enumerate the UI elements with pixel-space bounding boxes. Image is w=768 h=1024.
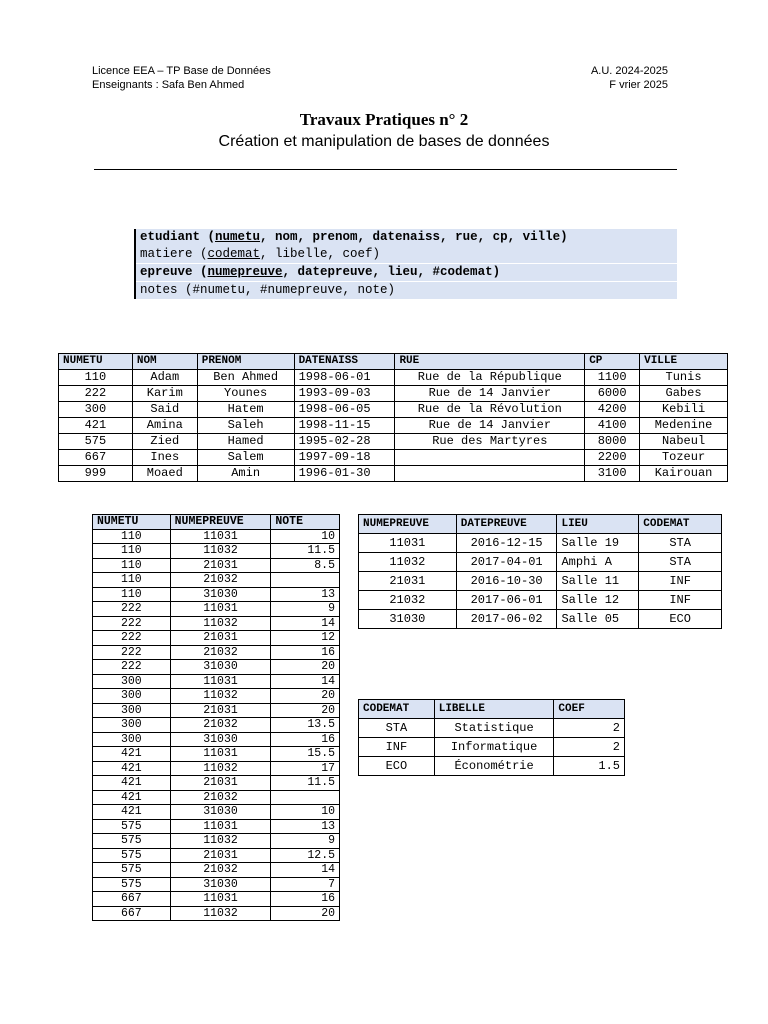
table-cell: 21031 [359, 572, 457, 591]
table-cell: INF [639, 572, 722, 591]
header-right [591, 64, 668, 92]
table-row [93, 819, 340, 834]
table-header-row [59, 354, 728, 370]
table-row [93, 674, 340, 689]
table-cell: 14 [271, 863, 340, 878]
table-row [59, 386, 728, 402]
etudiant-table [58, 353, 728, 482]
table-cell: 110 [93, 544, 171, 559]
table-cell: ECO [359, 757, 435, 776]
table-cell: STA [359, 719, 435, 738]
table-cell: 667 [93, 906, 171, 921]
table-cell: 10 [271, 805, 340, 820]
table-cell: STA [639, 553, 722, 572]
table-cell: Statistique [434, 719, 554, 738]
table-row [93, 906, 340, 921]
table-cell: 1998-06-01 [294, 370, 395, 386]
table-cell: 20 [271, 660, 340, 675]
table-header-row [359, 515, 722, 534]
table-cell: 21031 [170, 703, 271, 718]
academic-year: A.U. 2024-2025 [590, 65, 668, 77]
column-header: NOM [132, 354, 197, 370]
table-cell: Informatique [434, 738, 554, 757]
schema-line-matiere: matiere (codemat, libelle, coef) [140, 247, 381, 261]
table-cell: 1995-02-28 [294, 434, 395, 450]
table-cell: 2016-12-15 [456, 534, 557, 553]
table-cell: Said [132, 402, 197, 418]
table-row [93, 776, 340, 791]
table-cell: 21032 [170, 790, 271, 805]
table-row [359, 610, 722, 629]
table-cell: 2017-04-01 [456, 553, 557, 572]
table-cell: 575 [93, 819, 171, 834]
table-row [359, 553, 722, 572]
table-cell: 575 [59, 434, 133, 450]
page-subtitle: Création et manipulation de bases de données [218, 133, 550, 150]
table-cell: Ben Ahmed [197, 370, 294, 386]
table-cell: Tozeur [640, 450, 728, 466]
table-cell: 11032 [170, 544, 271, 559]
table-row [93, 587, 340, 602]
teachers-label: Enseignants : Safa Ben Ahmed [92, 79, 245, 91]
table-cell: 21032 [359, 591, 457, 610]
column-header: NUMETU [93, 515, 171, 530]
table-cell: 20 [271, 703, 340, 718]
table-cell: 17 [271, 761, 340, 776]
table-cell: Saleh [197, 418, 294, 434]
table-cell: 421 [93, 776, 171, 791]
table-row [93, 602, 340, 617]
table-row [359, 534, 722, 553]
table-cell: 11032 [359, 553, 457, 572]
table-cell: 222 [93, 616, 171, 631]
table-cell: Moaed [132, 466, 197, 482]
table-cell: 20 [271, 906, 340, 921]
table-cell: Tunis [640, 370, 728, 386]
table-row [93, 863, 340, 878]
table-cell: 421 [59, 418, 133, 434]
table-cell: 421 [93, 805, 171, 820]
notes-table [92, 514, 340, 921]
table-cell: 21032 [170, 718, 271, 733]
table-cell: 300 [93, 674, 171, 689]
table-cell: 11032 [170, 616, 271, 631]
column-header: LIBELLE [434, 700, 554, 719]
table-cell: 300 [59, 402, 133, 418]
table-cell: Karim [132, 386, 197, 402]
table-row [93, 848, 340, 863]
table-cell: Salle 12 [557, 591, 639, 610]
table-cell: 300 [93, 703, 171, 718]
table-row [59, 434, 728, 450]
table-cell: 2017-06-02 [456, 610, 557, 629]
table-row [93, 529, 340, 544]
table-row [93, 660, 340, 675]
table-cell: 575 [93, 877, 171, 892]
table-cell: Rue de la République [395, 370, 585, 386]
table-cell: 1993-09-03 [294, 386, 395, 402]
table-cell: 421 [93, 761, 171, 776]
table-cell: 222 [59, 386, 133, 402]
table-cell [395, 450, 585, 466]
table-row [93, 558, 340, 573]
table-cell: Rue des Martyres [395, 434, 585, 450]
table-row [93, 631, 340, 646]
table-row [59, 370, 728, 386]
title-divider [94, 169, 677, 170]
table-row [93, 544, 340, 559]
table-row [59, 466, 728, 482]
table-cell: Salle 11 [557, 572, 639, 591]
table-cell: Ines [132, 450, 197, 466]
table-cell: 20 [271, 689, 340, 704]
table-cell: 12 [271, 631, 340, 646]
table-cell: 222 [93, 660, 171, 675]
table-cell: 667 [59, 450, 133, 466]
column-header: CP [585, 354, 640, 370]
table-row [93, 703, 340, 718]
table-cell: 222 [93, 602, 171, 617]
table-cell: 11031 [170, 747, 271, 762]
table-row [93, 718, 340, 733]
table-cell [271, 790, 340, 805]
table-row [359, 591, 722, 610]
table-cell: Salle 19 [557, 534, 639, 553]
column-header: VILLE [640, 354, 728, 370]
column-header: LIEU [557, 515, 639, 534]
schema-line-epreuve: epreuve (numepreuve, datepreuve, lieu, #codemat) [140, 265, 501, 279]
table-cell: 21032 [170, 573, 271, 588]
table-row [59, 402, 728, 418]
table-cell: 31030 [359, 610, 457, 629]
table-cell: Amphi A [557, 553, 639, 572]
table-cell: STA [639, 534, 722, 553]
table-cell: Amin [197, 466, 294, 482]
table-cell: 2200 [585, 450, 640, 466]
table-cell: 14 [271, 674, 340, 689]
table-cell: 1997-09-18 [294, 450, 395, 466]
primary-key: numepreuve [207, 265, 283, 279]
table-cell: 300 [93, 689, 171, 704]
table-cell: 31030 [170, 732, 271, 747]
table-cell: 4200 [585, 402, 640, 418]
table-row [93, 689, 340, 704]
table-cell: 667 [93, 892, 171, 907]
table-cell: 9 [271, 602, 340, 617]
table-cell: 21031 [170, 848, 271, 863]
table-cell: 110 [93, 587, 171, 602]
column-header: PRENOM [197, 354, 294, 370]
table-cell: INF [359, 738, 435, 757]
table-cell: 14 [271, 616, 340, 631]
table-cell: 2016-10-30 [456, 572, 557, 591]
table-cell: 421 [93, 790, 171, 805]
course-label: Licence EEA – TP Base de Données [92, 65, 271, 77]
schema-line-etudiant: etudiant (numetu, nom, prenom, datenaiss, rue, cp, ville) [140, 230, 568, 244]
table-cell: 21032 [170, 645, 271, 660]
table-row [359, 572, 722, 591]
table-row [93, 732, 340, 747]
table-cell: Salle 05 [557, 610, 639, 629]
table-cell: 1100 [585, 370, 640, 386]
table-cell: 3100 [585, 466, 640, 482]
table-cell: 222 [93, 631, 171, 646]
column-header: CODEMAT [359, 700, 435, 719]
table-cell: Younes [197, 386, 294, 402]
table-row [359, 757, 625, 776]
table-cell: Rue de 14 Janvier [395, 418, 585, 434]
table-cell: Gabes [640, 386, 728, 402]
table-cell: 11031 [170, 892, 271, 907]
matiere-table [358, 699, 625, 776]
table-row [93, 877, 340, 892]
table-cell: 21032 [170, 863, 271, 878]
table-cell [395, 466, 585, 482]
table-cell: Kebili [640, 402, 728, 418]
table-cell: 9 [271, 834, 340, 849]
column-header: DATENAISS [294, 354, 395, 370]
table-cell: 11031 [170, 602, 271, 617]
table-cell: 110 [93, 573, 171, 588]
table-cell: Medenine [640, 418, 728, 434]
header-left [92, 64, 271, 92]
table-cell: 1998-06-05 [294, 402, 395, 418]
column-header: RUE [395, 354, 585, 370]
table-cell: Zied [132, 434, 197, 450]
epreuve-table [358, 514, 722, 629]
table-cell: 11031 [170, 674, 271, 689]
column-header: NUMEPREUVE [170, 515, 271, 530]
table-cell: 31030 [170, 587, 271, 602]
table-row [359, 738, 625, 757]
table-cell: 2017-06-01 [456, 591, 557, 610]
table-cell: Salem [197, 450, 294, 466]
table-cell: ECO [639, 610, 722, 629]
table-row [59, 418, 728, 434]
table-cell: 16 [271, 645, 340, 660]
table-cell: 1.5 [554, 757, 625, 776]
table-row [93, 747, 340, 762]
column-header: NUMEPREUVE [359, 515, 457, 534]
table-cell: Kairouan [640, 466, 728, 482]
table-cell: 110 [93, 558, 171, 573]
table-cell: 11031 [170, 529, 271, 544]
table-row [93, 616, 340, 631]
table-cell: 31030 [170, 660, 271, 675]
table-cell: 10 [271, 529, 340, 544]
table-cell: 8.5 [271, 558, 340, 573]
table-cell: 16 [271, 732, 340, 747]
document-date: F vrier 2025 [609, 79, 668, 91]
table-row [93, 805, 340, 820]
table-cell: Hamed [197, 434, 294, 450]
table-cell: 4100 [585, 418, 640, 434]
table-cell: 421 [93, 747, 171, 762]
table-cell: 222 [93, 645, 171, 660]
schema-line-notes: notes (#numetu, #numepreuve, note) [140, 283, 396, 297]
relational-schema [134, 229, 677, 299]
table-cell [271, 573, 340, 588]
table-cell: Économétrie [434, 757, 554, 776]
table-cell: 31030 [170, 805, 271, 820]
table-header-row [93, 515, 340, 530]
table-cell: 31030 [170, 877, 271, 892]
table-cell: 13 [271, 587, 340, 602]
table-cell: 2 [554, 719, 625, 738]
table-cell: Nabeul [640, 434, 728, 450]
table-cell: 21031 [170, 558, 271, 573]
table-row [93, 892, 340, 907]
table-cell: 300 [93, 718, 171, 733]
table-row [93, 834, 340, 849]
table-cell: 11031 [170, 819, 271, 834]
table-cell: 8000 [585, 434, 640, 450]
table-cell: Amina [132, 418, 197, 434]
table-header-row [359, 700, 625, 719]
table-cell: 300 [93, 732, 171, 747]
table-cell: 1996-01-30 [294, 466, 395, 482]
table-cell: 21031 [170, 776, 271, 791]
table-cell: 16 [271, 892, 340, 907]
column-header: COEF [554, 700, 625, 719]
table-cell: Rue de la Révolution [395, 402, 585, 418]
table-row [359, 719, 625, 738]
column-header: CODEMAT [639, 515, 722, 534]
table-row [59, 450, 728, 466]
table-cell: 575 [93, 834, 171, 849]
table-cell: 13.5 [271, 718, 340, 733]
table-cell: 575 [93, 863, 171, 878]
table-cell: 13 [271, 819, 340, 834]
table-cell: 11032 [170, 834, 271, 849]
table-cell: Adam [132, 370, 197, 386]
table-cell: 7 [271, 877, 340, 892]
page-title: Travaux Pratiques n° 2 [299, 110, 469, 129]
table-cell: 12.5 [271, 848, 340, 863]
table-cell: 575 [93, 848, 171, 863]
table-cell: Rue de 14 Janvier [395, 386, 585, 402]
table-cell: 11.5 [271, 776, 340, 791]
table-cell: 11031 [359, 534, 457, 553]
table-row [93, 645, 340, 660]
table-cell: 21031 [170, 631, 271, 646]
table-cell: 110 [59, 370, 133, 386]
table-row [93, 761, 340, 776]
table-cell: INF [639, 591, 722, 610]
table-cell: 6000 [585, 386, 640, 402]
table-cell: 1998-11-15 [294, 418, 395, 434]
table-cell: 2 [554, 738, 625, 757]
table-row [93, 573, 340, 588]
table-cell: 999 [59, 466, 133, 482]
table-cell: 11032 [170, 689, 271, 704]
column-header: DATEPREUVE [456, 515, 557, 534]
table-cell: 15.5 [271, 747, 340, 762]
column-header: NUMETU [59, 354, 133, 370]
primary-key: codemat [207, 247, 261, 261]
table-cell: Hatem [197, 402, 294, 418]
table-cell: 11032 [170, 906, 271, 921]
table-cell: 110 [93, 529, 171, 544]
table-cell: 11032 [170, 761, 271, 776]
column-header: NOTE [271, 515, 340, 530]
table-cell: 11.5 [271, 544, 340, 559]
primary-key: numetu [215, 230, 261, 244]
table-row [93, 790, 340, 805]
